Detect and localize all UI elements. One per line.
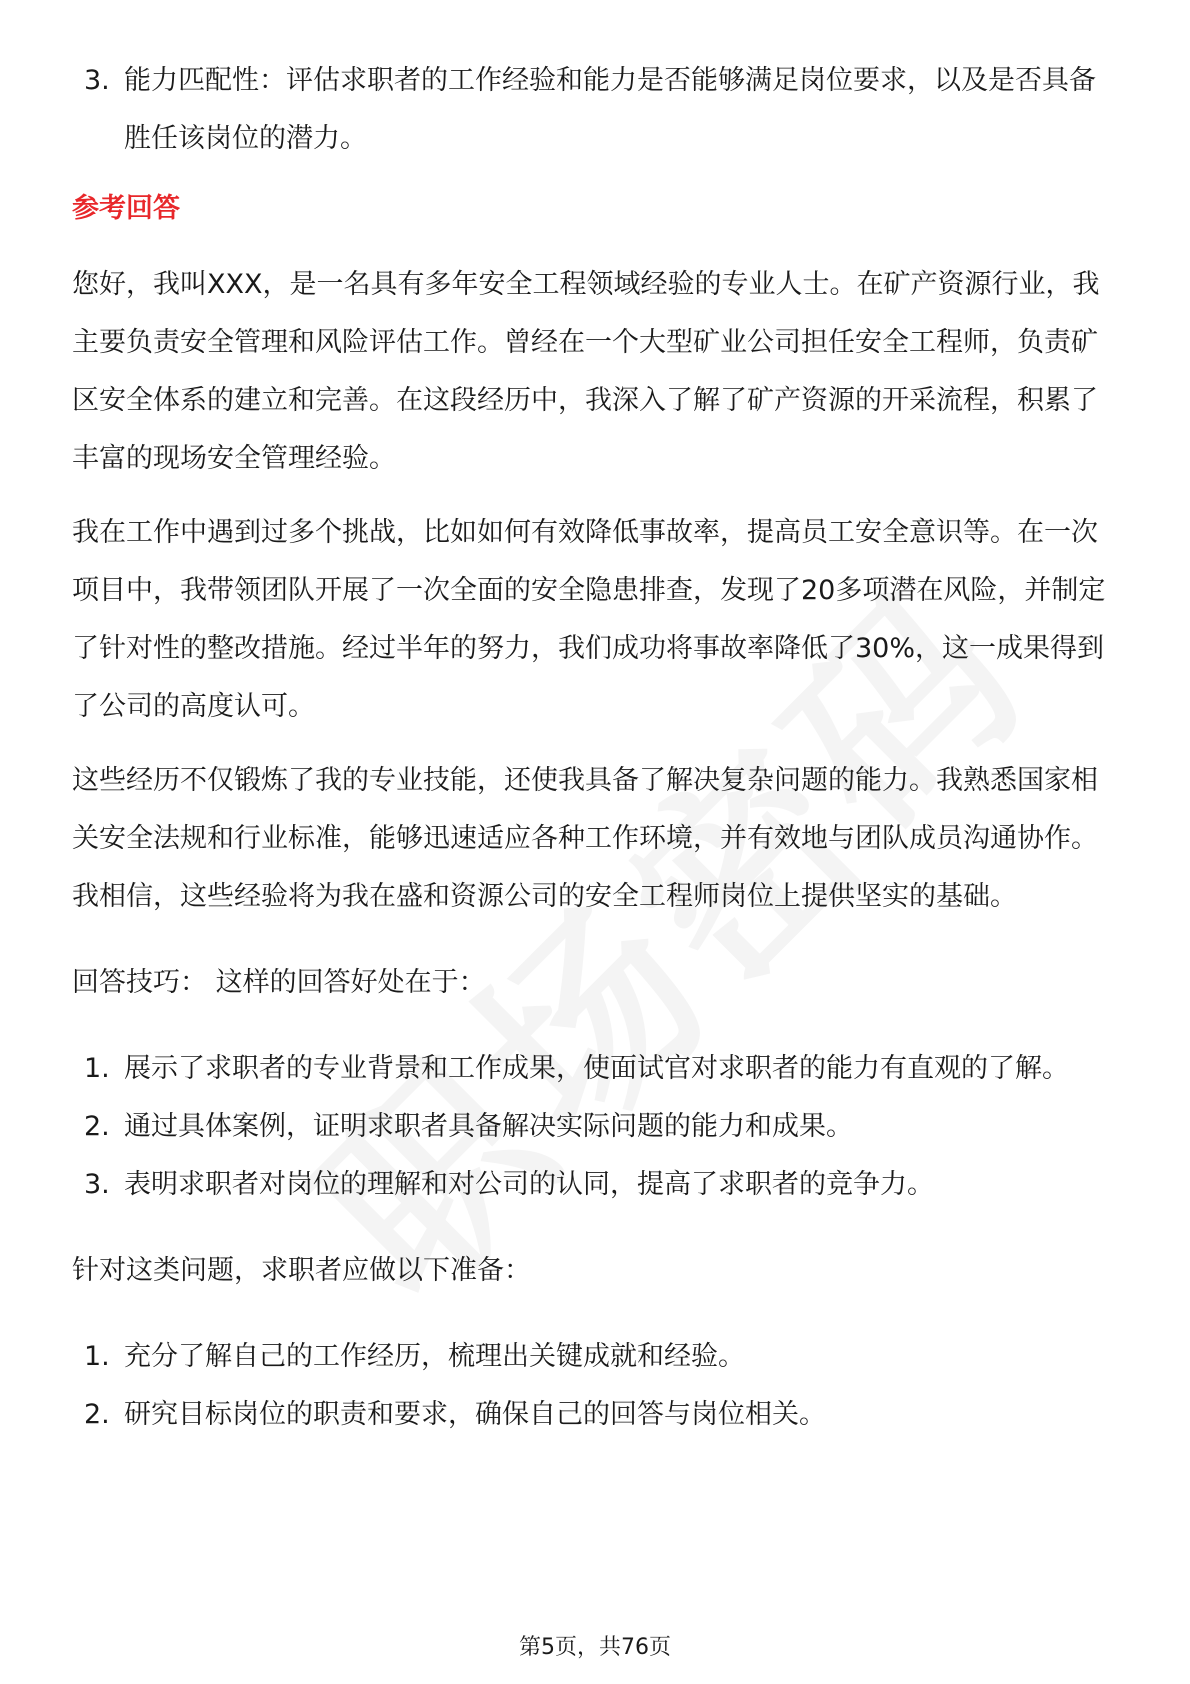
list-item — [72, 1328, 1118, 1386]
document-body — [72, 52, 1118, 1444]
list-number: 3. — [84, 1169, 110, 1200]
list-item-text: 充分了解自己的工作经历，梳理出关键成就和经验。 — [124, 1341, 745, 1372]
list-number: 1. — [84, 1053, 110, 1084]
section-heading: 参考回答 — [72, 193, 180, 224]
answer-paragraph: 您好，我叫XXX，是一名具有多年安全工程领域经验的专业人士。在矿产资源行业，我主要负责安全管理和风险评估工作。曾经在一个大型矿业公司担任安全工程师，负责矿区安全体系的建立和完善。在这段经历中，我深入了解了矿产资源的开采流程，积累了丰富的现场安全管理经验。 — [72, 269, 1100, 474]
list-item — [72, 1098, 1118, 1156]
list-item — [72, 1040, 1118, 1098]
answer-paragraph: 我在工作中遇到过多个挑战，比如如何有效降低事故率，提高员工安全意识等。在一次项目中，我带领团队开展了一次全面的安全隐患排查，发现了20多项潜在风险，并制定了针对性的整改措施。经过半年的努力，我们成功将事故率降低了30%，这一成果得到了公司的高度认可。 — [72, 517, 1106, 722]
tips-list — [72, 1040, 1118, 1214]
criteria-list — [72, 52, 1118, 168]
list-item-text: 通过具体案例，证明求职者具备解决实际问题的能力和成果。 — [124, 1111, 853, 1142]
tips-label: 回答技巧： 这样的回答好处在于： — [72, 967, 486, 998]
list-item-text: 表明求职者对岗位的理解和对公司的认同，提高了求职者的竞争力。 — [124, 1169, 934, 1200]
list-number: 3. — [84, 65, 110, 96]
list-number: 1. — [84, 1341, 110, 1372]
list-item-text: 能力匹配性：评估求职者的工作经验和能力是否能够满足岗位要求，以及是否具备胜任该岗位的潜力。 — [124, 65, 1096, 154]
list-item — [72, 1386, 1118, 1444]
prep-label: 针对这类问题，求职者应做以下准备： — [72, 1255, 531, 1286]
prep-list — [72, 1328, 1118, 1444]
list-item-text: 展示了求职者的专业背景和工作成果，使面试官对求职者的能力有直观的了解。 — [124, 1053, 1069, 1084]
list-item — [72, 1156, 1118, 1214]
list-number: 2. — [84, 1111, 110, 1142]
page-footer: 第5页，共76页 — [519, 1635, 671, 1660]
list-item-text: 研究目标岗位的职责和要求，确保自己的回答与岗位相关。 — [124, 1399, 826, 1430]
answer-paragraph: 这些经历不仅锻炼了我的专业技能，还使我具备了解决复杂问题的能力。我熟悉国家相关安全法规和行业标准，能够迅速适应各种工作环境，并有效地与团队成员沟通协作。我相信，这些经验将为我在盛和资源公司的安全工程师岗位上提供坚实的基础。 — [72, 765, 1098, 912]
list-number: 2. — [84, 1399, 110, 1430]
list-item — [72, 52, 1118, 168]
